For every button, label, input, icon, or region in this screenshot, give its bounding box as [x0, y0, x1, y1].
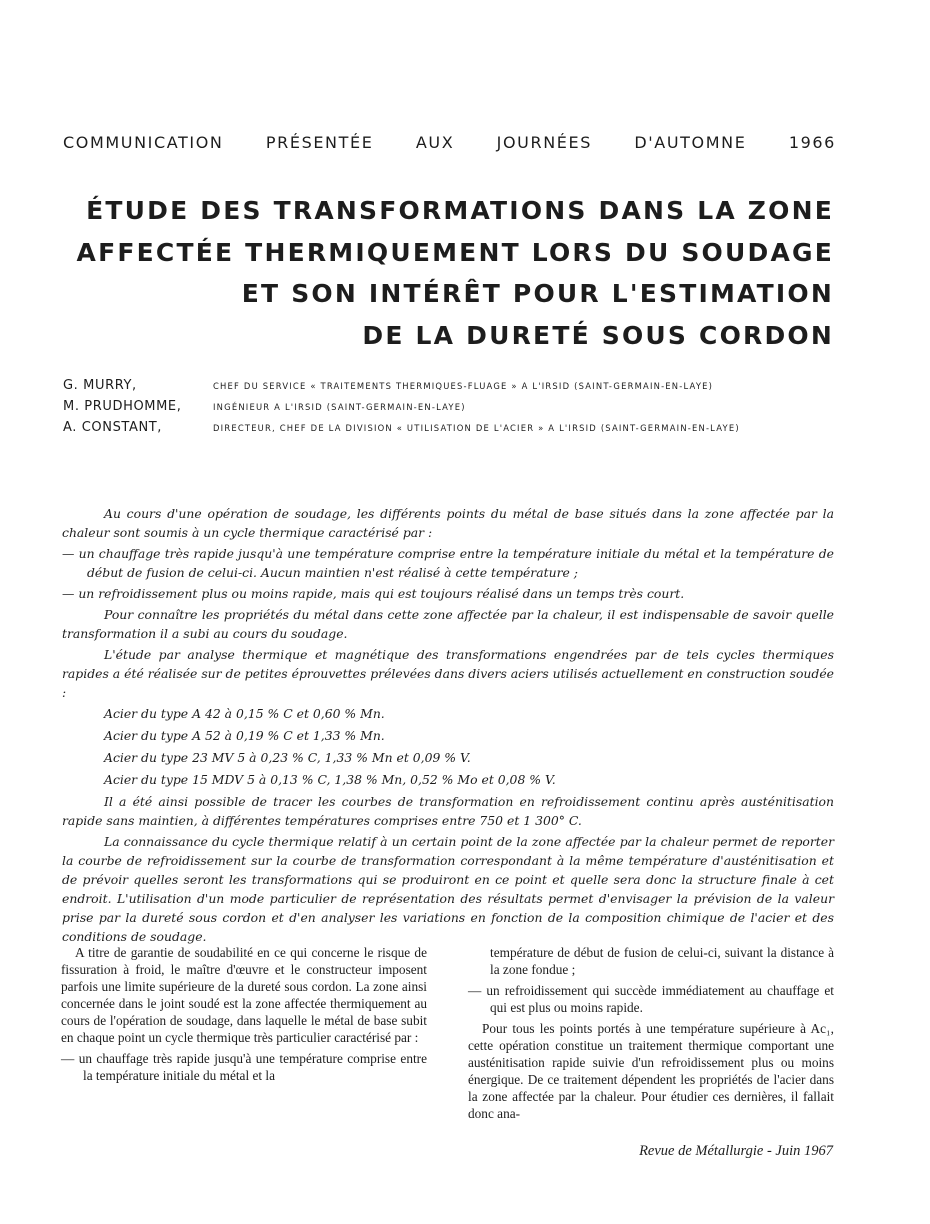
abstract-paragraph: Pour connaître les propriétés du métal dans cette zone affectée par la chaleur, il est indispensable de savoir quelle transformation il a subi au cours du soudage.	[62, 607, 834, 641]
abstract-paragraph: La connaissance du cycle thermique relatif à un certain point de la zone affectée par la chaleur permet de reporter la courbe de refroidissement sur la courbe de transformation correspondant à la même température d'austénitisation et de prévoir quelles seront les transformations qui se produiront en ce point et quelle sera donc la structure finale à cet endroit. L'utilisation d'un mode particulier de représentation des résultats permet d'envisager la prévision de la valeur prise par la dureté sous cordon et d'en analyser les variations en fonction de la composition chimique de l'acier et des conditions de soudage.	[62, 834, 834, 944]
author-name: M. PRUDHOMME,	[63, 399, 182, 414]
abstract-bullet: — un refroidissement plus ou moins rapide, mais qui est toujours réalisé dans un temps très court.	[62, 586, 685, 601]
header-word: AUX	[415, 133, 455, 152]
author-affiliation: CHEF DU SERVICE « TRAITEMENTS THERMIQUES-FLUAGE » A L'IRSID (SAINT-GERMAIN-EN-LAYE)	[213, 381, 714, 391]
body-paragraph: Pour tous les points portés à une température supérieure à Ac₁, cette opération constitue un traitement thermique comportant une austénitisation rapide suivie d'un refroidissement plus ou moins énergique. De ce traitement dépendent les propriétés de l'acier dans la zone affectée par la chaleur. Pour étudier ces dernières, il fallait donc ana-	[468, 1021, 834, 1121]
title-line: DE LA DURETÉ SOUS CORDON	[362, 320, 834, 350]
body-bullet-continuation: température de début de fusion de celui-ci, suivant la distance à la zone fondue ;	[490, 945, 834, 977]
author-list	[63, 378, 740, 441]
body-column-right	[468, 944, 834, 1126]
header-word: JOURNÉES	[496, 133, 592, 152]
title-line: ÉTUDE DES TRANSFORMATIONS DANS LA ZONE	[86, 196, 834, 225]
steel-grade-item: Acier du type A 42 à 0,15 % C et 0,60 % Mn.	[104, 706, 385, 721]
header-word: 1966	[788, 133, 836, 152]
journal-footer: Revue de Métallurgie - Juin 1967	[639, 1143, 833, 1159]
body-paragraph: A titre de garantie de soudabilité en ce qui concerne le risque de fissuration à froid, le maître d'œuvre et le constructeur imposent parfois une limite supérieure de la dureté sous cordon. La zone ainsi concernée dans le joint soudé est la zone affectée thermiquement au cours de l'opération de soudage, dans laquelle le métal de base subit en chaque point un cycle thermique très particulier caractérisé par :	[61, 945, 427, 1045]
author-name: A. CONSTANT,	[63, 420, 163, 435]
body-column-left	[61, 944, 427, 1088]
article-title	[77, 190, 834, 356]
steel-grade-item: Acier du type 23 MV 5 à 0,23 % C, 1,33 % Mn et 0,09 % V.	[104, 750, 471, 765]
abstract-bullet: — un chauffage très rapide jusqu'à une température comprise entre la température initiale du métal et la température de début de fusion de celui-ci. Aucun maintien n'est réalisé à cette température ;	[62, 546, 834, 580]
title-line: AFFECTÉE THERMIQUEMENT LORS DU SOUDAGE	[76, 237, 834, 267]
author-entry	[63, 378, 740, 399]
author-affiliation: INGÉNIEUR A L'IRSID (SAINT-GERMAIN-EN-LAYE)	[213, 402, 466, 412]
body-bullet: — un refroidissement qui succède immédiatement au chauffage et qui est plus ou moins rapide.	[468, 983, 834, 1015]
abstract-paragraph: L'étude par analyse thermique et magnétique des transformations engendrées par de tels cycles thermiques rapides a été réalisée sur de petites éprouvettes prélevées dans divers aciers utilisés actuellement en construction soudée :	[62, 647, 834, 700]
abstract-paragraph: Au cours d'une opération de soudage, les différents points du métal de base situés dans la zone affectée par la chaleur sont soumis à un cycle thermique caractérisé par :	[62, 506, 834, 540]
abstract-paragraph: Il a été ainsi possible de tracer les courbes de transformation en refroidissement continu après austénitisation rapide sans maintien, à différentes températures comprises entre 750 et 1 300° C.	[62, 794, 834, 828]
title-line: ET SON INTÉRÊT POUR L'ESTIMATION	[241, 279, 834, 308]
steel-grade-item: Acier du type 15 MDV 5 à 0,13 % C, 1,38 % Mn, 0,52 % Mo et 0,08 % V.	[104, 772, 556, 787]
abstract	[62, 504, 834, 948]
author-affiliation: DIRECTEUR, CHEF DE LA DIVISION « UTILISATION DE L'ACIER » A L'IRSID (SAINT-GERMAIN-EN-LAYE)	[213, 423, 740, 433]
author-entry	[63, 420, 740, 441]
header-word: PRÉSENTÉE	[265, 133, 374, 152]
author-entry	[63, 399, 740, 420]
conference-header	[63, 133, 836, 152]
steel-grade-item: Acier du type A 52 à 0,19 % C et 1,33 % Mn.	[104, 728, 385, 743]
header-word: COMMUNICATION	[63, 133, 224, 152]
header-word: D'AUTOMNE	[634, 133, 747, 152]
body-bullet: — un chauffage très rapide jusqu'à une température comprise entre la température initiale du métal et la	[61, 1051, 427, 1083]
author-name: G. MURRY,	[63, 378, 137, 393]
